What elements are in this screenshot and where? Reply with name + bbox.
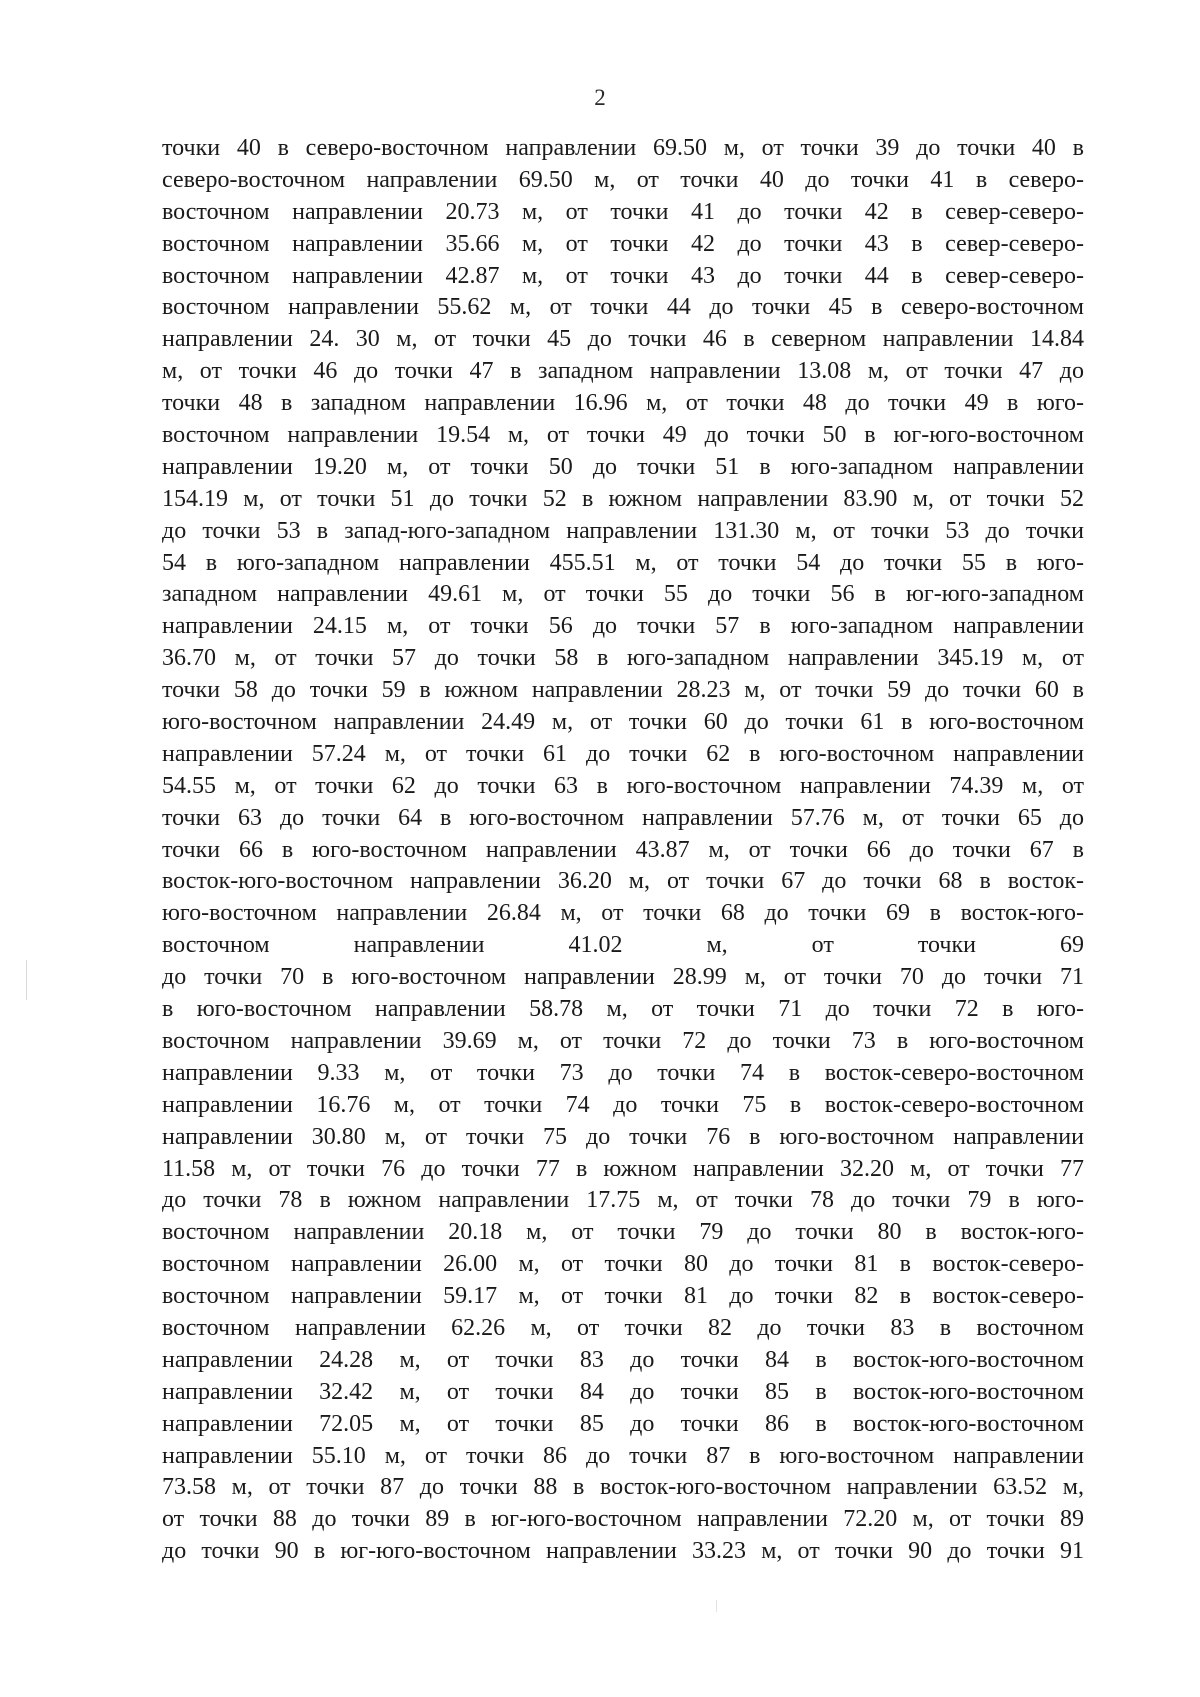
text-line: восточном направлении 20.18 м, от точки 79 до точки 80 в восток-юго- <box>162 1219 1084 1246</box>
text-line: восточном направлении 19.54 м, от точки 49 до точки 50 в юг-юго-восточном <box>162 422 1084 449</box>
text-line: м, от точки 46 до точки 47 в западном направлении 13.08 м, от точки 47 до <box>162 358 1084 385</box>
text-line: восточном направлении 41.02 м, от точки 69 <box>162 932 1084 959</box>
text-line: направлении 19.20 м, от точки 50 до точки 51 в юго-западном направлении <box>162 453 1084 480</box>
text-line: точки 66 в юго-восточном направлении 43.87 м, от точки 66 до точки 67 в <box>162 836 1084 863</box>
text-line: восточном направлении 59.17 м, от точки 81 до точки 82 в восток-северо- <box>162 1283 1084 1310</box>
text-line: направлении 24.28 м, от точки 83 до точки 84 в восток-юго-восточном <box>162 1346 1084 1373</box>
body-paragraph <box>162 133 1084 1568</box>
text-line: точки 48 в западном направлении 16.96 м, от точки 48 до точки 49 в юго- <box>162 390 1084 417</box>
text-line: восточном направлении 39.69 м, от точки 72 до точки 73 в юго-восточном <box>162 1027 1084 1054</box>
text-line: восточном направлении 26.00 м, от точки 80 до точки 81 в восток-северо- <box>162 1251 1084 1278</box>
page-number: 2 <box>594 85 606 110</box>
text-line: в юго-восточном направлении 58.78 м, от точки 71 до точки 72 в юго- <box>162 996 1084 1023</box>
text-line: 54 в юго-западном направлении 455.51 м, от точки 54 до точки 55 в юго- <box>162 549 1084 576</box>
text-line: направлении 9.33 м, от точки 73 до точки 74 в восток-северо-восточном <box>162 1059 1084 1086</box>
text-line: восточном направлении 42.87 м, от точки 43 до точки 44 в север-северо- <box>162 262 1084 289</box>
scan-margin-line <box>26 960 27 1000</box>
text-line: юго-восточном направлении 26.84 м, от точки 68 до точки 69 в восток-юго- <box>162 900 1084 927</box>
text-line: направлении 24.15 м, от точки 56 до точки 57 в юго-западном направлении <box>162 613 1084 640</box>
text-line: точки 63 до точки 64 в юго-восточном направлении 57.76 м, от точки 65 до <box>162 804 1084 831</box>
text-line: восточном направлении 62.26 м, от точки 82 до точки 83 в восточном <box>162 1314 1084 1341</box>
text-line: 154.19 м, от точки 51 до точки 52 в южном направлении 83.90 м, от точки 52 <box>162 485 1084 512</box>
text-line: западном направлении 49.61 м, от точки 55 до точки 56 в юг-юго-западном <box>162 581 1084 608</box>
text-line: восточном направлении 35.66 м, от точки 42 до точки 43 в север-северо- <box>162 230 1084 257</box>
text-line: юго-восточном направлении 24.49 м, от точки 60 до точки 61 в юго-восточном <box>162 709 1084 736</box>
text-line: восточном направлении 55.62 м, от точки 44 до точки 45 в северо-восточном <box>162 294 1084 321</box>
text-line: точки 40 в северо-восточном направлении 69.50 м, от точки 39 до точки 40 в <box>162 135 1084 161</box>
scan-mark <box>716 1600 717 1612</box>
text-line: направлении 55.10 м, от точки 86 до точки 87 в юго-восточном направлении <box>162 1442 1084 1469</box>
text-line: направлении 72.05 м, от точки 85 до точки 86 в восток-юго-восточном <box>162 1410 1084 1437</box>
text-line: до точки 70 в юго-восточном направлении 28.99 м, от точки 70 до точки 71 <box>162 964 1084 991</box>
text-line: до точки 53 в запад-юго-западном направлении 131.30 м, от точки 53 до точки <box>162 517 1084 544</box>
text-line: 54.55 м, от точки 62 до точки 63 в юго-восточном направлении 74.39 м, от <box>162 772 1084 799</box>
text-line: направлении 16.76 м, от точки 74 до точки 75 в восток-северо-восточном <box>162 1091 1084 1118</box>
text-line: направлении 32.42 м, от точки 84 до точки 85 в восток-юго-восточном <box>162 1378 1084 1405</box>
text-line: 73.58 м, от точки 87 до точки 88 в восток-юго-восточном направлении 63.52 м, <box>162 1474 1084 1501</box>
text-line: восток-юго-восточном направлении 36.20 м, от точки 67 до точки 68 в восток- <box>162 868 1084 895</box>
text-line: точки 58 до точки 59 в южном направлении 28.23 м, от точки 59 до точки 60 в <box>162 677 1084 704</box>
text-line: направлении 57.24 м, от точки 61 до точки 62 в юго-восточном направлении <box>162 740 1084 767</box>
text-line: от точки 88 до точки 89 в юг-юго-восточном направлении 72.20 м, от точки 89 <box>162 1506 1084 1533</box>
text-line: восточном направлении 20.73 м, от точки 41 до точки 42 в север-северо- <box>162 198 1084 225</box>
text-line: до точки 90 в юг-юго-восточном направлении 33.23 м, от точки 90 до точки 91 <box>162 1538 1084 1565</box>
text-line: направлении 24. 30 м, от точки 45 до точки 46 в северном направлении 14.84 <box>162 326 1084 353</box>
text-line: северо-восточном направлении 69.50 м, от точки 40 до точки 41 в северо- <box>162 166 1084 193</box>
text-line: 36.70 м, от точки 57 до точки 58 в юго-западном направлении 345.19 м, от <box>162 645 1084 672</box>
text-line: до точки 78 в южном направлении 17.75 м, от точки 78 до точки 79 в юго- <box>162 1187 1084 1214</box>
text-line: 11.58 м, от точки 76 до точки 77 в южном направлении 32.20 м, от точки 77 <box>162 1155 1084 1182</box>
text-line: направлении 30.80 м, от точки 75 до точки 76 в юго-восточном направлении <box>162 1123 1084 1150</box>
